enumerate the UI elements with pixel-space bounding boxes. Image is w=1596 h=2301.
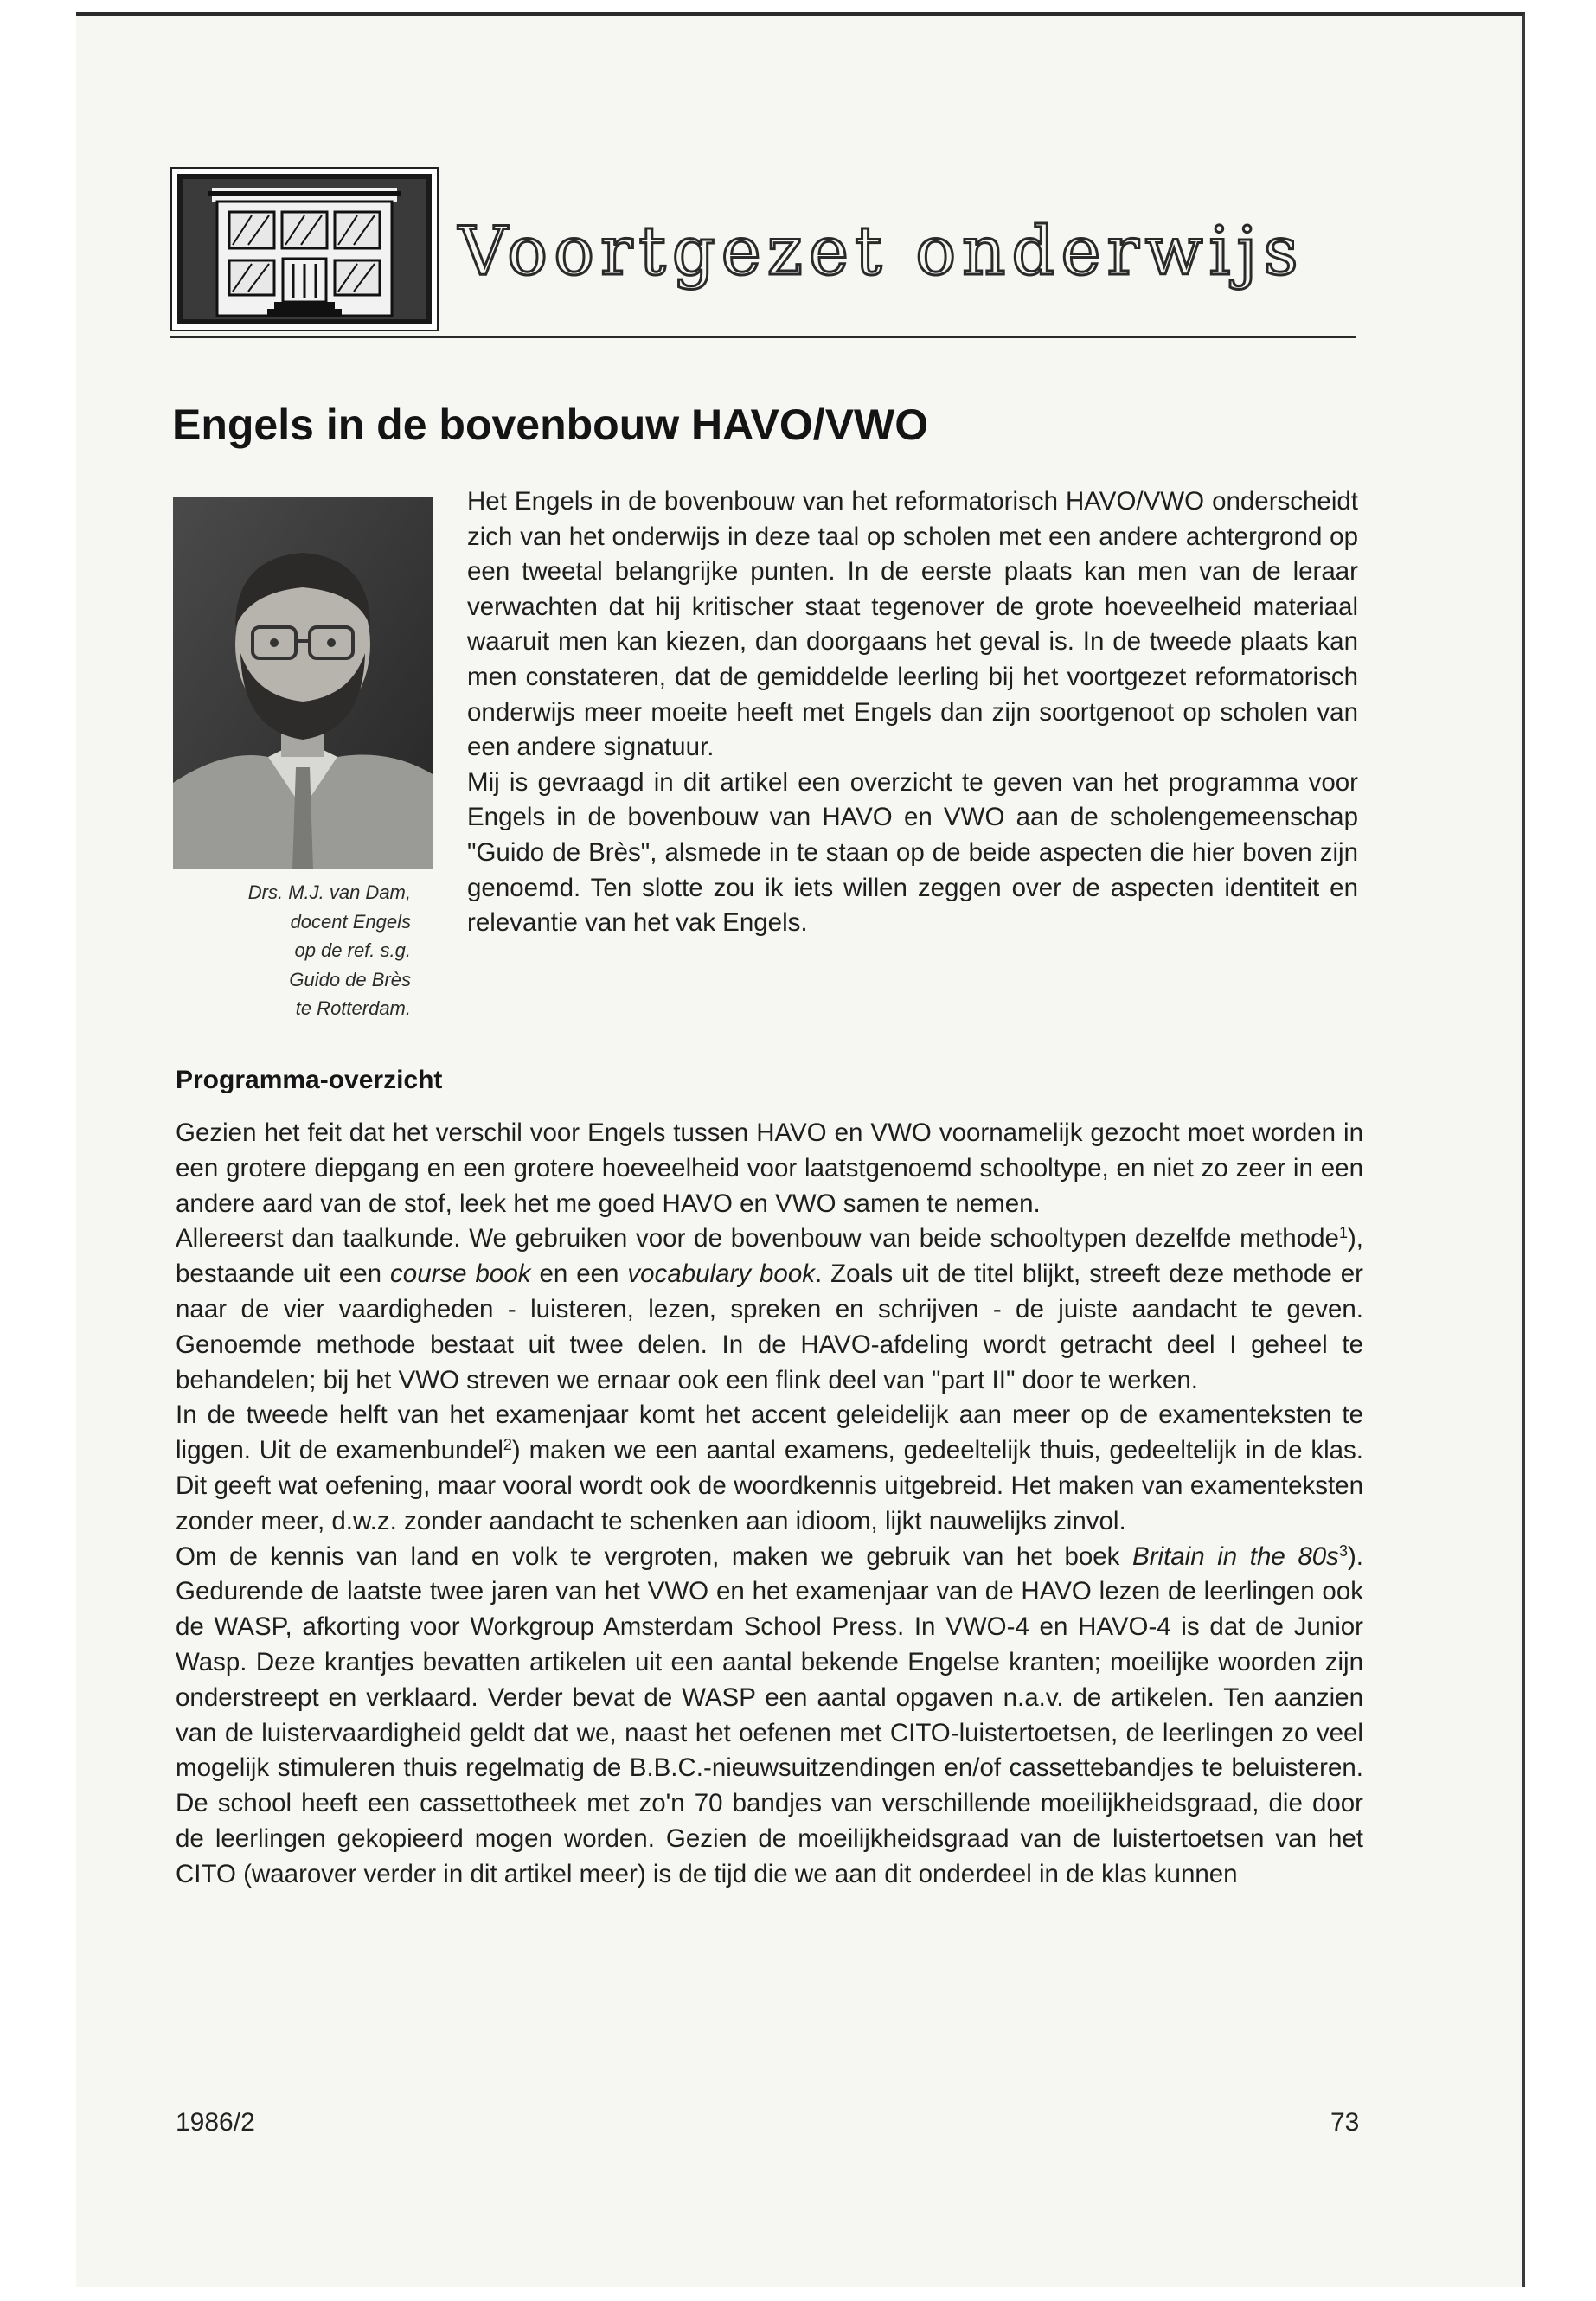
caption-line: te Rotterdam. bbox=[295, 997, 411, 1020]
school-building-icon bbox=[172, 169, 437, 330]
caption-line: Drs. M.J. van Dam, bbox=[247, 881, 411, 903]
footnote-ref: 3 bbox=[1338, 1541, 1348, 1560]
text-run: en een bbox=[530, 1259, 628, 1289]
text-run: ). Gedurende de laatste twee jaren van het VWO en het examenjaar van de HAVO lezen de leerlingen ook de WASP, afkorting voor Workgroup Amsterdam School Press. In VWO-4 en HAVO-4 is dat de Junior Wasp. Deze krantjes bevatten artikelen uit een aantal bekende Engelse kranten; moeilijke woorden zijn onderstreept en verklaard. Verder bevat de WASP een aantal opgaven n.a.v. de artikelen. Ten aanzien van de luistervaardigheid geldt dat we, naast het oefenen met CITO-luistertoetsen, de leerlingen zo veel mogelijk stimuleren thuis regelmatig de B.B.C.-nieuwsuitzendingen en/of cassettebandjes te beluisteren. De school heeft een cassettotheek met zo'n 70 bandjes van verschillende moeilijkheidsgraad, die door de leerlingen gekopieerd mogen worden. Gezien de moeilijkheidsgraad van de luistertoetsen van het CITO (waarover verder in dit artikel meer) is de tijd die we aan dit onderdeel in de klas kunnen bbox=[176, 1541, 1363, 1888]
text-run: In de tweede helft van het examenjaar komt het accent geleidelijk aan meer op de examenteksten te liggen. Uit de examenbundel bbox=[176, 1400, 1363, 1465]
body-paragraph bbox=[176, 1398, 1363, 1539]
book-title: course book bbox=[390, 1259, 531, 1289]
caption-line: op de ref. s.g. bbox=[294, 939, 411, 962]
text-run: ), bestaande uit een bbox=[176, 1224, 1363, 1289]
section-logo bbox=[170, 167, 439, 331]
header-divider bbox=[170, 336, 1356, 338]
intro-paragraph: Mij is gevraagd in dit artikel een overzicht te geven van het programma voor Engels in de bovenbouw van HAVO en VWO aan de scholengemeenschap "Guido de Brès", alsmede in te staan op de beide aspecten die hier boven zijn genoemd. Ten slotte zou ik iets willen zeggen over de aspecten identiteit en relevantie van het vak Engels. bbox=[467, 767, 1358, 938]
text-run: Om de kennis van land en volk te vergroten, maken we gebruik van het boek bbox=[176, 1541, 1133, 1571]
text-run: ) maken we een aantal examens, gedeeltelijk thuis, gedeeltelijk in de klas. Dit geeft wat oefening, maar vooral wordt ook de woordkennis uitgebreid. Het maken van examenteksten zonder meer, d.w.z. zonder aandacht te schenken aan idioom, lijkt nauwelijks zinvol. bbox=[176, 1436, 1363, 1535]
book-title: Britain in the 80s bbox=[1132, 1541, 1339, 1571]
author-photo bbox=[173, 497, 433, 869]
article-title: Engels in de bovenbouw HAVO/VWO bbox=[172, 401, 929, 449]
text-run: Allereerst dan taalkunde. We gebruiken voor de bovenbouw van beide schooltypen dezelfde methode bbox=[176, 1224, 1339, 1253]
section-heading: Programma-overzicht bbox=[176, 1066, 443, 1094]
footnote-ref: 2 bbox=[503, 1436, 512, 1454]
intro-text bbox=[467, 484, 1358, 941]
issue-number: 1986/2 bbox=[176, 2108, 255, 2137]
body-paragraph bbox=[176, 1221, 1363, 1398]
section-title: Voortgezet onderwijs bbox=[458, 213, 1304, 291]
footnote-ref: 1 bbox=[1338, 1224, 1348, 1242]
book-title: vocabulary book bbox=[627, 1259, 815, 1289]
body-paragraph: Gezien het feit dat het verschil voor Engels tussen HAVO en VWO voornamelijk gezocht moet worden in een grotere diepgang en een grotere hoeveelheid voor laatstgenoemd schooltype, en niet zo zeer in een andere aard van de stof, leek het me goed HAVO en VWO samen te nemen. bbox=[176, 1118, 1363, 1218]
page-number: 73 bbox=[1330, 2108, 1360, 2137]
caption-line: Guido de Brès bbox=[289, 968, 411, 990]
photo-caption bbox=[177, 878, 411, 1023]
body-paragraph bbox=[176, 1540, 1363, 1893]
caption-line: docent Engels bbox=[290, 910, 411, 933]
text-run: . Zoals uit de titel blijkt, streeft deze methode er naar de vier vaardigheden - luisteren, lezen, spreken en schrijven - de juiste aandacht te geven. Genoemde methode bestaat uit twee delen. In de HAVO-afdeling wordt getracht deel I geheel te behandelen; bij het VWO streven we ernaar ook een flink deel van "part II" door te werken. bbox=[176, 1259, 1363, 1394]
article-body bbox=[176, 1116, 1363, 1893]
scan-margin bbox=[0, 0, 52, 2301]
intro-paragraph: Het Engels in de bovenbouw van het reformatorisch HAVO/VWO onderscheidt zich van het onderwijs in deze taal op scholen met een andere achtergrond op een tweetal belangrijke punten. In de eerste plaats kan men van de leraar verwachten dat hij kritischer staat tegenover de grote hoeveelheid materiaal waaruit men kan kiezen, dan doorgaans het geval is. In de tweede plaats kan men constateren, dat de gemiddelde leerling bij het voortgezet reformatorisch onderwijs meer moeite heeft met Engels dan zijn soortgenoot op scholen van een andere signatuur. bbox=[467, 487, 1358, 762]
